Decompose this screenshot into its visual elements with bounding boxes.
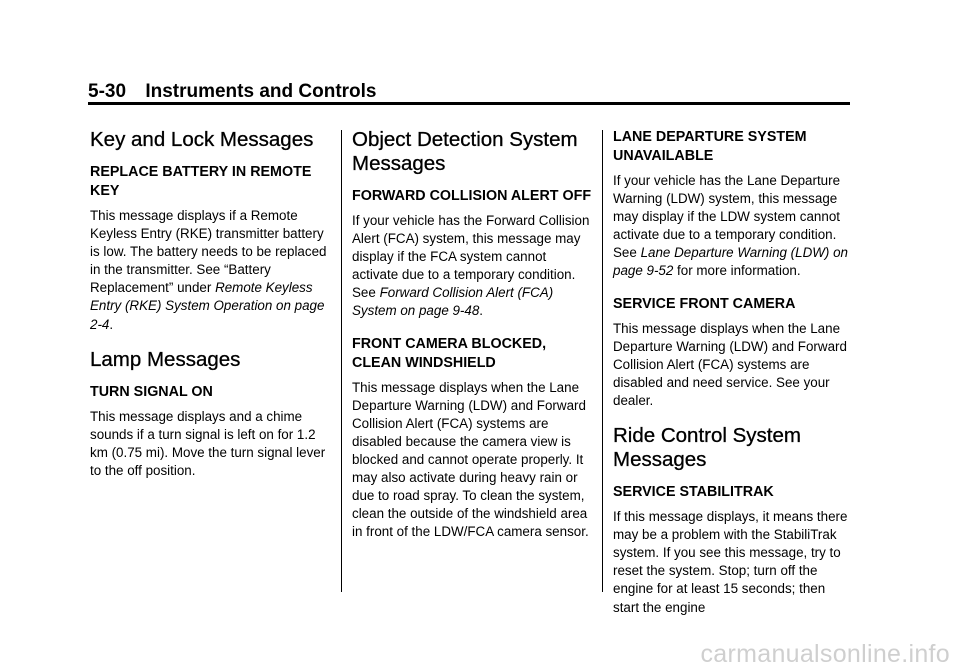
column-divider (602, 130, 603, 592)
key-lock-messages-title: Key and Lock Messages (90, 128, 314, 151)
page-header (88, 80, 377, 104)
fca-off-heading: FORWARD COLLISION ALERT OFF (352, 188, 592, 204)
replace-battery-paragraph (90, 207, 330, 334)
column-2 (352, 128, 592, 555)
replace-battery-heading: REPLACE BATTERY IN REMOTE KEY (90, 164, 312, 199)
column-1 (90, 128, 330, 494)
stabilitrak-paragraph: If this message displays, it means there may be a problem with the StabiliTrak system. If you see this message, try to reset the system. Stop; turn off the engine for at least 15 seconds; then start the engine (613, 509, 848, 615)
fca-off-paragraph (352, 212, 592, 321)
rke-reference-link[interactable]: Remote Keyless Entry (RKE) System Operation on page 2-4 (90, 280, 325, 332)
fca-off-text: If your vehicle has the Forward Collision Alert (FCA) system, this message may display if the FCA system cannot activate due to a temporary condition. See (352, 213, 590, 301)
lamp-messages-title: Lamp Messages (90, 347, 241, 371)
header-rule (88, 102, 850, 105)
camera-blocked-paragraph: This message displays when the Lane Departure Warning (LDW) and Forward Collision Alert (FCA) systems are disabled because the camera view is blocked and cannot operate properly. It may also activate during heavy rain or due to road spray. To clean the system, clean the outside of the windshield area in front of the LDW/FCA camera sensor. (352, 379, 589, 540)
page-number: 5-30 (88, 81, 127, 102)
camera-blocked-heading: FRONT CAMERA BLOCKED, CLEAN WINDSHIELD (352, 335, 547, 371)
section-title: Instruments and Controls (145, 81, 377, 102)
ldw-unavailable-end: for more information. (673, 263, 801, 279)
turn-signal-heading: TURN SIGNAL ON (90, 383, 213, 400)
ldw-unavailable-paragraph (613, 172, 853, 281)
column-divider (341, 130, 342, 592)
fca-off-end: . (479, 303, 484, 319)
ride-control-title: Ride Control System Messages (613, 424, 801, 472)
ldw-reference-link[interactable]: Lane Departure Warning (LDW) on page 9-52 (613, 245, 848, 279)
turn-signal-paragraph: This message displays and a chime sounds if a turn signal is left on for 1.2 km (0.75 mi). Move the turn signal lever to the off position. (90, 408, 326, 478)
replace-battery-end: . (109, 316, 114, 332)
stabilitrak-heading: SERVICE STABILITRAK (613, 484, 774, 501)
replace-battery-text: This message displays if a Remote Keyless Entry (RKE) transmitter battery is low. The battery needs to be replaced in the transmitter. See “Battery Replacement” under (90, 208, 327, 296)
watermark: carmanualsonline.info (700, 640, 950, 668)
service-camera-paragraph: This message displays when the Lane Departure Warning (LDW) and Forward Collision Alert (FCA) systems are disabled and need service. See your dealer. (613, 320, 847, 408)
ldw-unavailable-text: If your vehicle has the Lane Departure Warning (LDW) system, this message may display if the LDW system cannot activate due to a temporary condition. See (613, 173, 841, 261)
column-3 (613, 128, 853, 631)
service-camera-heading: SERVICE FRONT CAMERA (613, 295, 796, 312)
ldw-unavailable-heading: LANE DEPARTURE SYSTEM UNAVAILABLE (613, 129, 807, 164)
object-detection-title: Object Detection System Messages (352, 128, 578, 175)
fca-reference-link[interactable]: Forward Collision Alert (FCA) System on page 9-48 (352, 285, 554, 319)
